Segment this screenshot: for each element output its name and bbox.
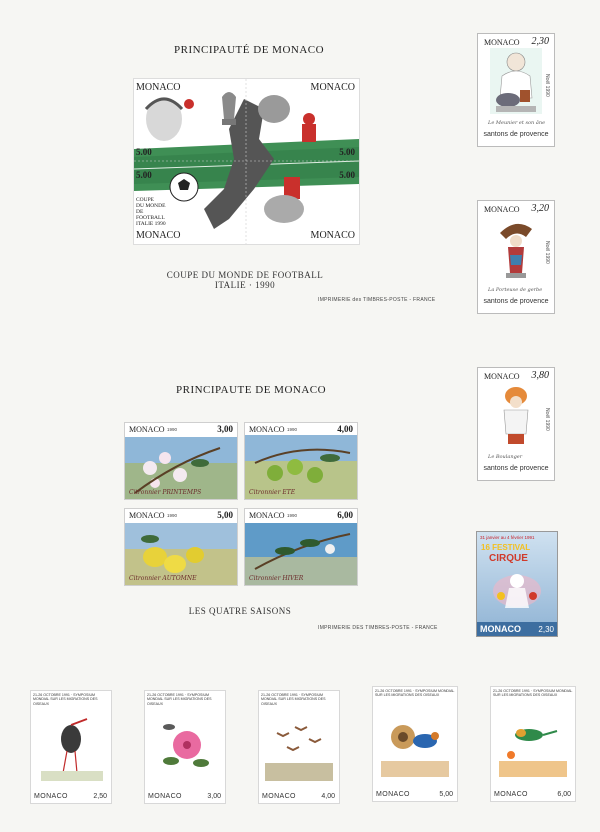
santon3-price: 3,80 (531, 370, 549, 381)
circus-dates: 31 janvier au 4 février 1991 (480, 535, 535, 540)
citrus1-year: 1990 (167, 427, 178, 432)
santon-stamp-2 (477, 200, 555, 314)
bird1-price: 2,50 (93, 793, 107, 800)
stamp-country-tl: MONACO (136, 82, 181, 93)
sheet2-caption: LES QUATRE SAISONS (188, 606, 292, 616)
bird-stamp-5 (490, 686, 576, 802)
citrus2-year: 1990 (287, 427, 298, 432)
sheet1-title: PRINCIPAUTÉ DE MONACO (174, 44, 325, 56)
circus-country: MONACO (480, 624, 521, 634)
stamp-country-bl: MONACO (136, 230, 181, 241)
bird5-country: MONACO (494, 791, 528, 798)
football-souvenir-sheet (133, 78, 360, 245)
stork-art (41, 715, 103, 781)
stamp-country-br: MONACO (310, 230, 355, 241)
santon2-year: Noël 1990 (544, 241, 550, 264)
citrus2-price: 4,00 (337, 424, 353, 434)
bird1-event: 21-26 OCTOBRE 1991 · SYMPOSIUM MONDIAL SUR LES MIGRATIONS DES OISEAUX (33, 693, 98, 706)
santon2-price: 3,20 (531, 203, 549, 214)
bird3-price: 4,00 (321, 793, 335, 800)
miller-figure (490, 48, 542, 114)
hibiscus-hummingbird-art (155, 715, 217, 781)
clown-figure (487, 566, 547, 616)
circus-price: 2,30 (538, 625, 554, 634)
bird3-event: 21-26 OCTOBRE 1991 · SYMPOSIUM MONDIAL SUR LES MIGRATIONS DES OISEAUX (261, 693, 326, 706)
santon2-series: santons de provence (483, 298, 549, 305)
bird2-country: MONACO (148, 793, 182, 800)
santon1-year: Noël 1990 (544, 74, 550, 97)
bird5-price: 6,00 (557, 791, 571, 798)
citrus4-name: Citronnier HIVER (249, 575, 304, 582)
citrus3-year: 1990 (167, 513, 178, 518)
winter-branch-art (245, 509, 357, 585)
santon1-series: santons de provence (483, 131, 549, 138)
santon2-country: MONACO (484, 205, 520, 214)
bee-eater-art (499, 711, 567, 777)
bird-stamp-4 (372, 686, 458, 802)
bird5-event: 21-26 OCTOBRE 1991 · SYMPOSIUM MONDIAL SUR LES MIGRATIONS DES OISEAUX (493, 689, 573, 698)
citrus-stamp-2 (244, 422, 358, 500)
citrus2-country: MONACO (249, 425, 285, 434)
citrus3-name: Citronnier AUTOMNE (129, 575, 197, 582)
santon1-country: MONACO (484, 38, 520, 47)
bird2-price: 3,00 (207, 793, 221, 800)
bird-stamp-1 (30, 690, 112, 804)
stamp-inscription: COUPE DU MONDE DE FOOTBALL ITALIE 1990 (136, 197, 166, 227)
santon1-name: Le Meunier et son âne (488, 120, 546, 126)
santon3-country: MONACO (484, 372, 520, 381)
santon3-series: santons de provence (483, 465, 549, 472)
citrus3-country: MONACO (129, 511, 165, 520)
bird3-country: MONACO (262, 793, 296, 800)
autumn-lemon-art (125, 509, 237, 585)
bluebird-nest-art (381, 711, 449, 777)
citrus4-price: 6,00 (337, 510, 353, 520)
santon2-name: La Porteuse de gerbe (488, 287, 543, 293)
santon3-year: Noël 1990 (544, 408, 550, 431)
bird2-event: 21-26 OCTOBRE 1991 · SYMPOSIUM MONDIAL SUR LES MIGRATIONS DES OISEAUX (147, 693, 212, 706)
spring-blossom-art (125, 423, 237, 499)
santon1-price: 2,30 (531, 36, 549, 47)
bird4-price: 5,00 (439, 791, 453, 798)
citrus4-year: 1990 (287, 513, 298, 518)
bird-stamp-2 (144, 690, 226, 804)
stamp-country-tr: MONACO (310, 82, 355, 93)
stamp-value-4: 5.00 (339, 170, 355, 180)
citrus3-price: 5,00 (217, 510, 233, 520)
bird-stamp-3 (258, 690, 340, 804)
circus-festival-stamp (476, 531, 558, 637)
sheet1-caption: COUPE DU MONDE DE FOOTBALL ITALIE · 1990 (166, 270, 324, 290)
santon-stamp-3 (477, 367, 555, 481)
citrus-stamp-1 (124, 422, 238, 500)
bird4-event: 21-26 OCTOBRE 1991 · SYMPOSIUM MONDIAL SUR LES MIGRATIONS DES OISEAUX (375, 689, 455, 698)
bird1-country: MONACO (34, 793, 68, 800)
summer-lime-art (245, 423, 357, 499)
citrus2-name: Citronnier ETE (249, 489, 296, 496)
citrus1-country: MONACO (129, 425, 165, 434)
citrus-stamp-4 (244, 508, 358, 586)
stamp-value-3: 5.00 (136, 170, 152, 180)
baker-figure (490, 382, 542, 448)
bird4-country: MONACO (376, 791, 410, 798)
stamp-value-2: 5.00 (339, 147, 355, 157)
citrus1-name: Citronnier PRINTEMPS (129, 489, 202, 496)
citrus1-price: 3,00 (217, 424, 233, 434)
santon3-name: Le Boulanger (488, 454, 523, 460)
citrus-stamp-3 (124, 508, 238, 586)
santon-stamp-1 (477, 33, 555, 147)
sheaf-bearer-figure (490, 215, 542, 281)
sheet1-printer: IMPRIMERIE des TIMBRES-POSTE - FRANCE (318, 297, 436, 303)
sheet2-printer: IMPRIMERIE DES TIMBRES-POSTE - FRANCE (318, 625, 438, 631)
citrus4-country: MONACO (249, 511, 285, 520)
ducks-flight-art (265, 715, 333, 781)
sheet2-title: PRINCIPAUTE DE MONACO (176, 384, 327, 396)
circus-word: CIRQUE (489, 553, 528, 564)
stamp-value-1: 5.00 (136, 147, 152, 157)
circus-festival-title: 16 FESTIVAL (481, 543, 531, 552)
